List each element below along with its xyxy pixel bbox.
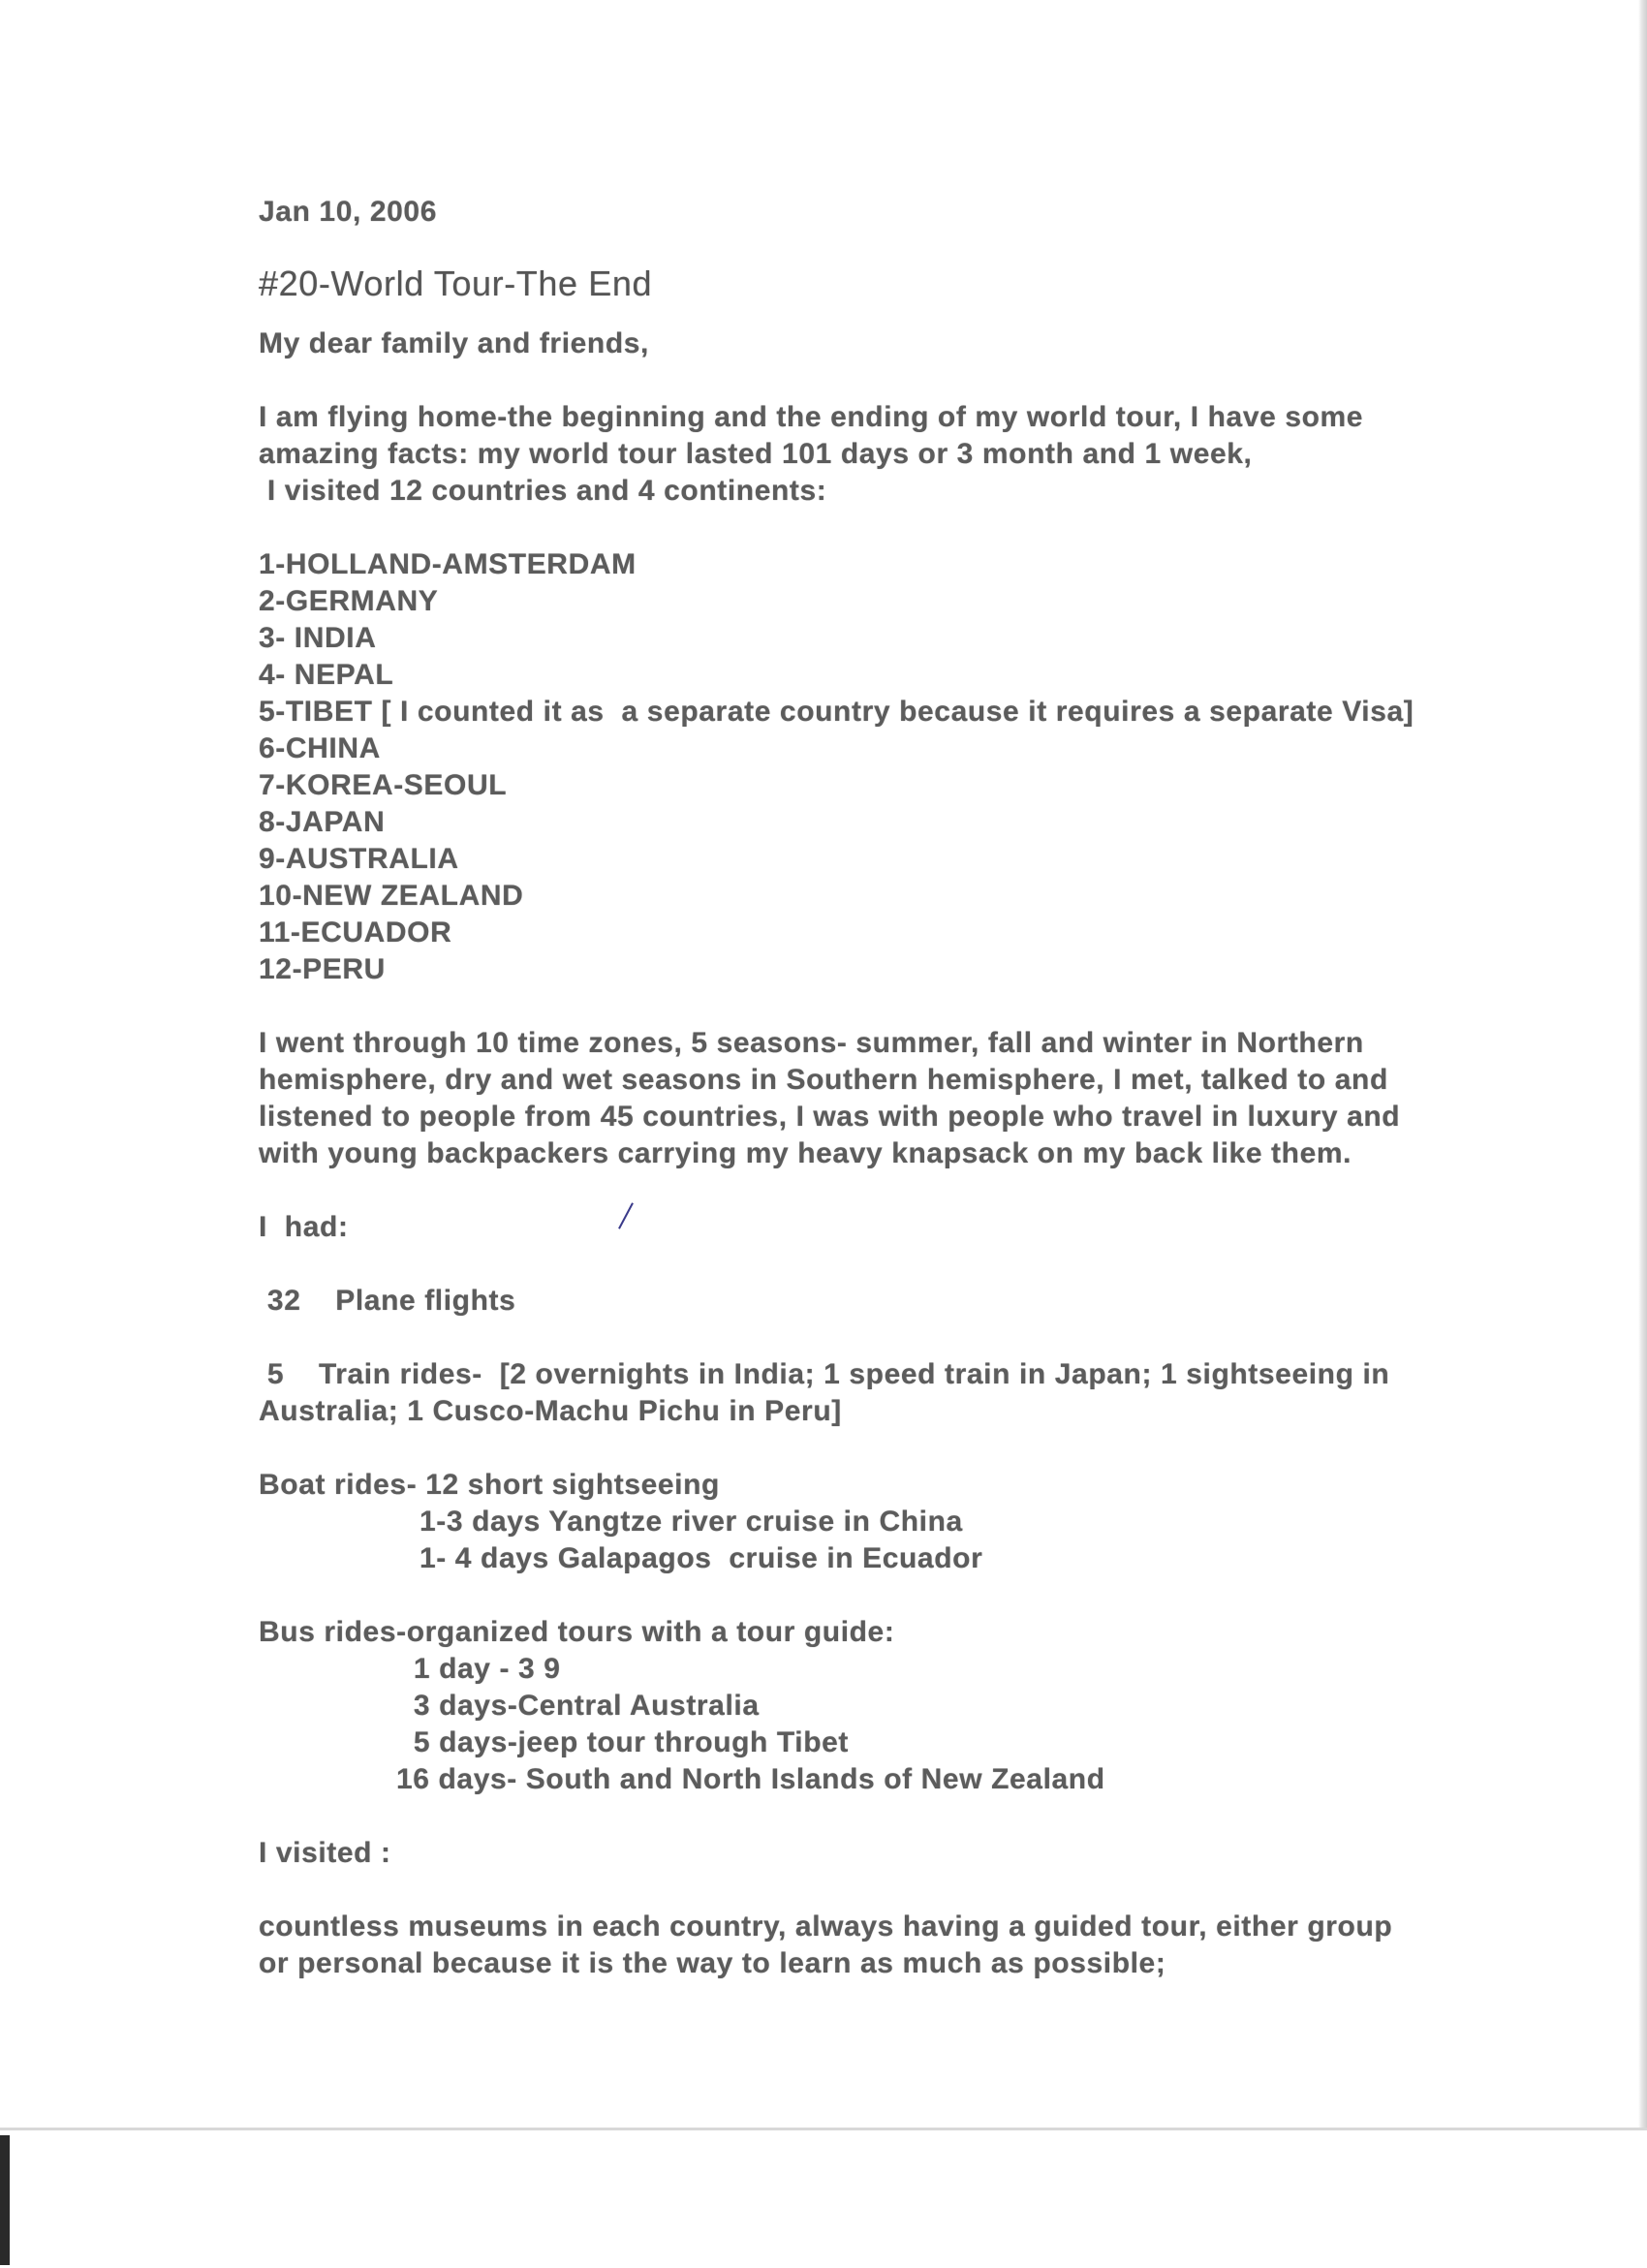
- country-item: 12-PERU: [259, 953, 386, 985]
- plane-flights: 32 Plane flights: [259, 1285, 516, 1317]
- museums-paragraph: [259, 1909, 1518, 1982]
- museums-line: countless museums in each country, always having a guided tour, either group: [259, 1911, 1393, 1942]
- country-item: 2-GERMANY: [259, 585, 439, 617]
- boat-rides: [259, 1467, 1518, 1577]
- greeting: My dear family and friends,: [259, 327, 649, 359]
- letter-body: [259, 194, 1518, 1982]
- bus-rides: [259, 1614, 1518, 1798]
- country-item: 10-NEW ZEALAND: [259, 880, 524, 912]
- letter-date: Jan 10, 2006: [259, 196, 438, 228]
- bus-item: 3 days-Central Australia: [396, 1690, 760, 1722]
- country-item: 4- NEPAL: [259, 659, 394, 691]
- letter-title: #20-World Tour-The End: [259, 264, 653, 303]
- train-line: Australia; 1 Cusco-Machu Pichu in Peru]: [259, 1395, 842, 1427]
- bus-heading: Bus rides-organized tours with a tour guide:: [259, 1616, 895, 1648]
- visited-heading: I visited :: [259, 1837, 391, 1869]
- intro-paragraph: [259, 399, 1518, 510]
- country-item: 6-CHINA: [259, 732, 381, 764]
- country-item: 11-ECUADOR: [259, 917, 452, 948]
- country-list: [259, 546, 1518, 988]
- train-line: 5 Train rides- [2 overnights in India; 1 speed train in Japan; 1 sightseeing in: [259, 1358, 1390, 1390]
- i-had-heading: I had:: [259, 1211, 349, 1243]
- intro-line: amazing facts: my world tour lasted 101 days or 3 month and 1 week,: [259, 438, 1253, 470]
- bus-item: 5 days-jeep tour through Tibet: [396, 1726, 850, 1758]
- bus-item: 1 day - 3 9: [396, 1653, 561, 1685]
- intro-line: I visited 12 countries and 4 continents:: [259, 475, 827, 507]
- museums-line: or personal because it is the way to learn as much as possible;: [259, 1947, 1166, 1979]
- scanner-bottom-strip: [0, 2128, 1647, 2268]
- country-item: 3- INDIA: [259, 622, 377, 654]
- scanner-edge-bar: [0, 2135, 10, 2265]
- country-item: 5-TIBET [ I counted it as a separate country because it requires a separate Visa]: [259, 696, 1414, 728]
- boat-item: 1- 4 days Galapagos cruise in Ecuador: [420, 1542, 983, 1574]
- country-item: 8-JAPAN: [259, 806, 386, 838]
- travel-paragraph: [259, 1025, 1518, 1172]
- country-item: 9-AUSTRALIA: [259, 843, 459, 875]
- intro-line: I am flying home-the beginning and the ending of my world tour, I have some: [259, 401, 1364, 433]
- travel-line: with young backpackers carrying my heavy knapsack on my back like them.: [259, 1137, 1352, 1169]
- bus-item: 16 days- South and North Islands of New Zealand: [396, 1763, 1105, 1795]
- travel-line: listened to people from 45 countries, I was with people who travel in luxury and: [259, 1101, 1401, 1133]
- travel-line: hemisphere, dry and wet seasons in Southern hemisphere, I met, talked to and: [259, 1064, 1388, 1096]
- boat-heading: Boat rides- 12 short sightseeing: [259, 1469, 720, 1501]
- page-edge-shadow: [1638, 0, 1647, 2265]
- train-rides: [259, 1356, 1518, 1430]
- boat-item: 1-3 days Yangtze river cruise in China: [420, 1506, 963, 1538]
- country-item: 1-HOLLAND-AMSTERDAM: [259, 548, 637, 580]
- country-item: 7-KOREA-SEOUL: [259, 769, 508, 801]
- travel-line: I went through 10 time zones, 5 seasons- summer, fall and winter in Northern: [259, 1027, 1364, 1059]
